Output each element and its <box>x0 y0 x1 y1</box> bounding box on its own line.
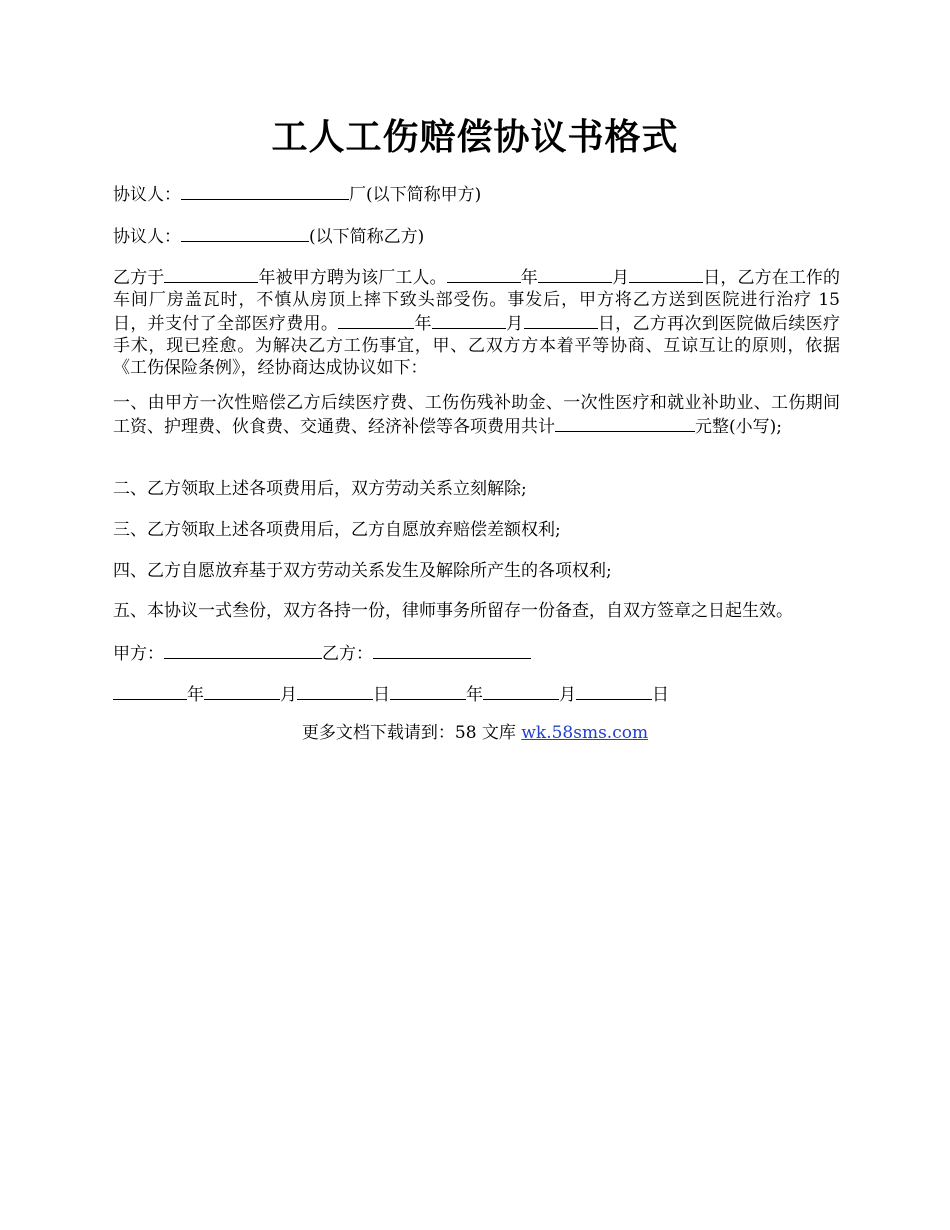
date-line <box>113 682 669 706</box>
clause-1 <box>113 392 840 438</box>
party-b-label: 协议人： <box>113 227 181 247</box>
intro-text-6: 年 <box>414 314 432 334</box>
party-a-label: 协议人： <box>113 185 181 205</box>
party-a-line <box>113 182 481 206</box>
party-b-signature-label: 乙方： <box>322 644 373 664</box>
party-b-day-blank[interactable] <box>576 682 652 700</box>
party-b-signature-blank[interactable] <box>373 641 531 659</box>
intro-text-8: 日，乙方再次到医院做后续医疗手术，现已痊愈。为解决乙方工伤事宜，甲、乙双方方本着平等协商、互谅互让的原则，依据《工伤保险条例》，经协商达成协议如下： <box>113 314 841 378</box>
injury-day-blank[interactable] <box>629 265 703 283</box>
party-a-year-blank[interactable] <box>113 682 187 700</box>
footer-link[interactable]: wk.58sms.com <box>521 723 649 743</box>
date-year-label-b: 年 <box>466 685 483 705</box>
intro-text-1: 乙方于 <box>113 268 165 288</box>
surgery-day-blank[interactable] <box>524 311 598 329</box>
intro-text-3: 年 <box>520 268 538 288</box>
surgery-year-blank[interactable] <box>338 311 414 329</box>
party-b-suffix: (以下简称乙方) <box>309 227 425 247</box>
footer-line <box>0 722 950 744</box>
intro-text-7: 月 <box>505 314 524 334</box>
surgery-month-blank[interactable] <box>432 311 506 329</box>
injury-month-blank[interactable] <box>538 265 612 283</box>
party-b-year-blank[interactable] <box>390 682 466 700</box>
intro-text-5: 日，乙方在工作的车间厂房盖瓦时，不慎从房顶上摔下致头部受伤。事发后，甲方将乙方送到医院进行治疗 15 日，并支付了全部医疗费用。 <box>113 268 841 334</box>
intro-text-4: 月 <box>611 268 630 288</box>
footer-text: 更多文档下载请到：58 文库 <box>301 723 522 743</box>
date-day-label-a: 日 <box>373 685 390 705</box>
party-a-signature-label: 甲方： <box>113 644 164 664</box>
date-month-label-a: 月 <box>280 685 297 705</box>
party-a-signature-blank[interactable] <box>164 641 322 659</box>
party-b-month-blank[interactable] <box>483 682 559 700</box>
party-b-line <box>113 224 424 248</box>
clause-3: 三、乙方领取上述各项费用后，乙方自愿放弃赔偿差额权利; <box>113 520 561 540</box>
party-a-suffix: 厂(以下简称甲方) <box>349 185 482 205</box>
signature-line <box>113 641 531 665</box>
party-a-day-blank[interactable] <box>297 682 373 700</box>
date-month-label-b: 月 <box>559 685 576 705</box>
clause-1-suffix: 元整(小写); <box>695 417 782 437</box>
hire-year-blank[interactable] <box>164 265 258 283</box>
party-a-name-blank[interactable] <box>181 182 349 200</box>
date-day-label-b: 日 <box>652 685 669 705</box>
clause-4: 四、乙方自愿放弃基于双方劳动关系发生及解除所产生的各项权利; <box>113 561 612 581</box>
intro-text-2: 年被甲方聘为该厂工人。 <box>258 268 447 288</box>
compensation-amount-blank[interactable] <box>555 414 695 432</box>
clause-2: 二、乙方领取上述各项费用后，双方劳动关系立刻解除; <box>113 479 527 499</box>
clause-1-text: 一、由甲方一次性赔偿乙方后续医疗费、工伤伤残补助金、一次性医疗和就业补助业、工伤期间工资、护理费、伙食费、交通费、经济补偿等各项费用共计 <box>113 393 840 437</box>
date-year-label-a: 年 <box>187 685 204 705</box>
intro-paragraph <box>113 265 840 379</box>
party-a-month-blank[interactable] <box>204 682 280 700</box>
injury-year-blank[interactable] <box>447 265 521 283</box>
document-title: 工人工伤赔偿协议书格式 <box>271 116 679 158</box>
clause-5: 五、本协议一式叁份，双方各持一份，律师事务所留存一份备查，自双方签章之日起生效。 <box>113 601 793 621</box>
party-b-name-blank[interactable] <box>181 224 309 242</box>
